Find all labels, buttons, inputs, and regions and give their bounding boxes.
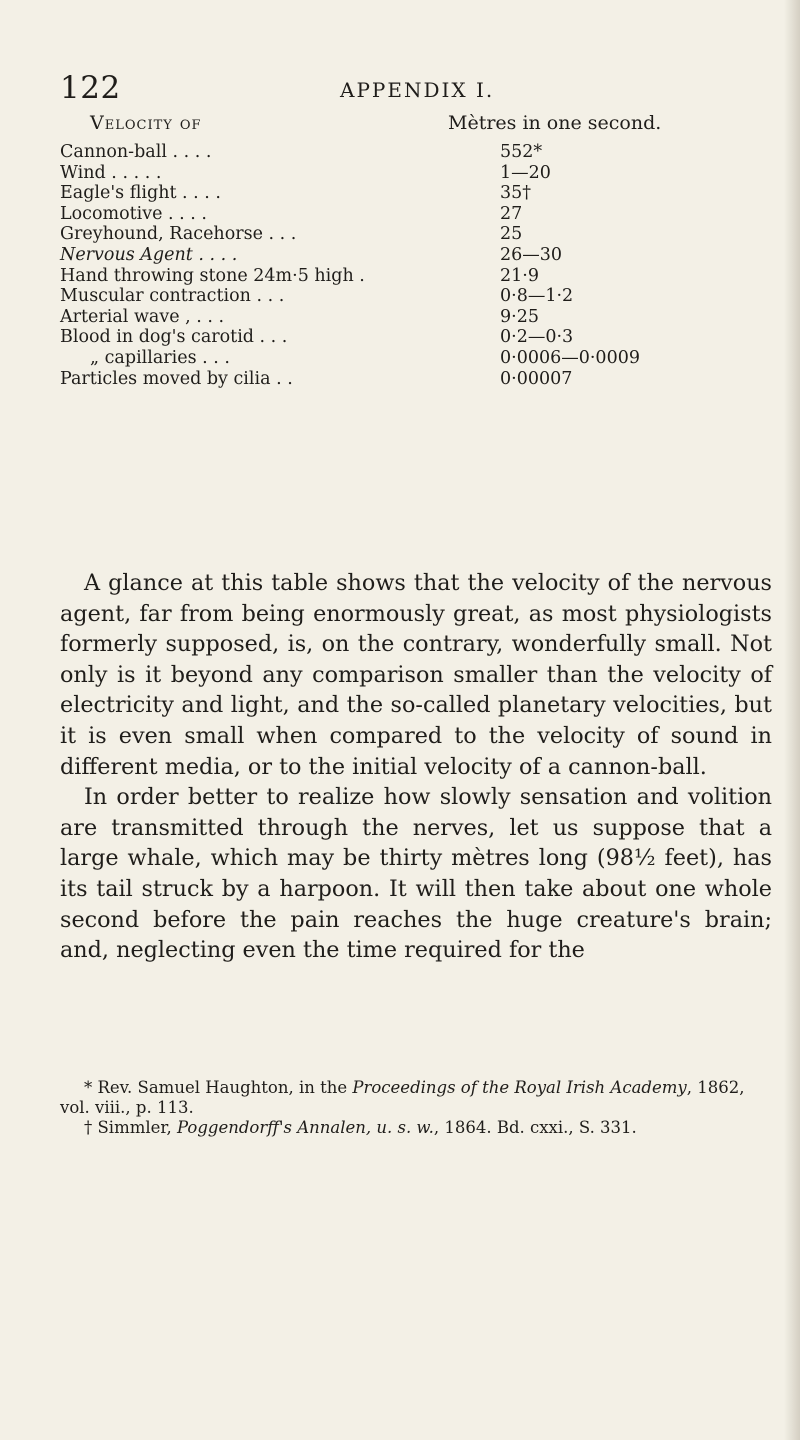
row-label: Nervous Agent . . . . bbox=[60, 244, 238, 265]
row-label: Locomotive . . . . bbox=[60, 203, 207, 224]
footnote-title: Proceedings of the Royal Irish Academy bbox=[352, 1078, 687, 1097]
footnote-text: , 1862, vol. viii., p. 113. bbox=[60, 1078, 745, 1117]
row-value: 27 bbox=[500, 203, 523, 224]
row-value: 0·2—0·3 bbox=[500, 327, 574, 348]
running-head: APPENDIX I. bbox=[340, 78, 495, 102]
page-number: 122 bbox=[60, 70, 121, 106]
table-row bbox=[60, 327, 780, 348]
footnote-text: , 1864. Bd. cxxi., S. 331. bbox=[433, 1118, 637, 1137]
row-value: 0·8—1·2 bbox=[500, 286, 574, 307]
table-row bbox=[60, 286, 780, 307]
table-row bbox=[60, 142, 780, 163]
body-text bbox=[60, 568, 772, 966]
row-value: 0·0006—0·0009 bbox=[500, 347, 640, 368]
table-row bbox=[60, 224, 780, 245]
footnotes bbox=[60, 1078, 772, 1138]
row-label: Eagle's flight . . . . bbox=[60, 183, 221, 204]
column-header-metres: Mètres in one second. bbox=[448, 112, 662, 134]
table-row bbox=[60, 245, 780, 266]
row-value: 26—30 bbox=[500, 244, 563, 265]
row-label: Wind . . . . . bbox=[60, 162, 162, 183]
footnote-title: Poggendorff's Annalen, u. s. w. bbox=[176, 1118, 434, 1137]
row-value: 0·00007 bbox=[500, 368, 573, 389]
row-value: 35† bbox=[500, 183, 532, 204]
row-value: 9·25 bbox=[500, 306, 539, 327]
page-edge-shadow bbox=[784, 0, 800, 1440]
row-label: Particles moved by cilia . . bbox=[60, 368, 293, 389]
table-row bbox=[60, 307, 780, 328]
table-row bbox=[60, 183, 780, 204]
footnote-text: † Simmler, bbox=[84, 1118, 177, 1137]
row-label: Greyhound, Racehorse . . . bbox=[60, 224, 297, 245]
table-row bbox=[60, 163, 780, 184]
page-header bbox=[60, 70, 740, 110]
table-row bbox=[60, 348, 780, 369]
row-label: Muscular contraction . . . bbox=[60, 286, 285, 307]
paragraph: In order better to realize how slowly sensation and volition are transmitted through the nerves, let us suppose that a large whale, which may be thirty mètres long (98½ feet), has its tail struck by a harpoon. It will then take about one whole second before the pain reaches the huge creature's brain; and, neglecting even the time required for the bbox=[60, 784, 772, 964]
table-header bbox=[60, 112, 780, 142]
table-row bbox=[60, 204, 780, 225]
velocity-table bbox=[60, 112, 780, 389]
table-row bbox=[60, 369, 780, 390]
row-label: Cannon-ball . . . . bbox=[60, 142, 212, 162]
row-label: „ capillaries . . . bbox=[90, 347, 230, 368]
footnote-simmler bbox=[60, 1118, 772, 1138]
row-value: 21·9 bbox=[500, 265, 539, 286]
row-label: Arterial wave , . . . bbox=[60, 306, 225, 327]
paragraph: A glance at this table shows that the velocity of the nervous agent, far from being enormously great, as most physiologists formerly supposed, is, on the contrary, wonderfully small. Not only is it beyond any comparison smaller than the velocity of electricity and light, and the so-called planetary velocities, but it is even small when compared to the velocity of sound in different media, or to the initial velocity of a cannon-ball. bbox=[60, 570, 772, 780]
footnote-haughton bbox=[60, 1078, 772, 1118]
row-value: 1—20 bbox=[500, 162, 551, 183]
row-value: 552* bbox=[500, 142, 543, 162]
row-value: 25 bbox=[500, 224, 523, 245]
column-header-velocity: Velocity of bbox=[90, 112, 202, 134]
table-row bbox=[60, 266, 780, 287]
footnote-text: * Rev. Samuel Haughton, in the bbox=[84, 1078, 353, 1097]
row-label: Blood in dog's carotid . . . bbox=[60, 327, 288, 348]
row-label: Hand throwing stone 24m·5 high . bbox=[60, 265, 365, 286]
